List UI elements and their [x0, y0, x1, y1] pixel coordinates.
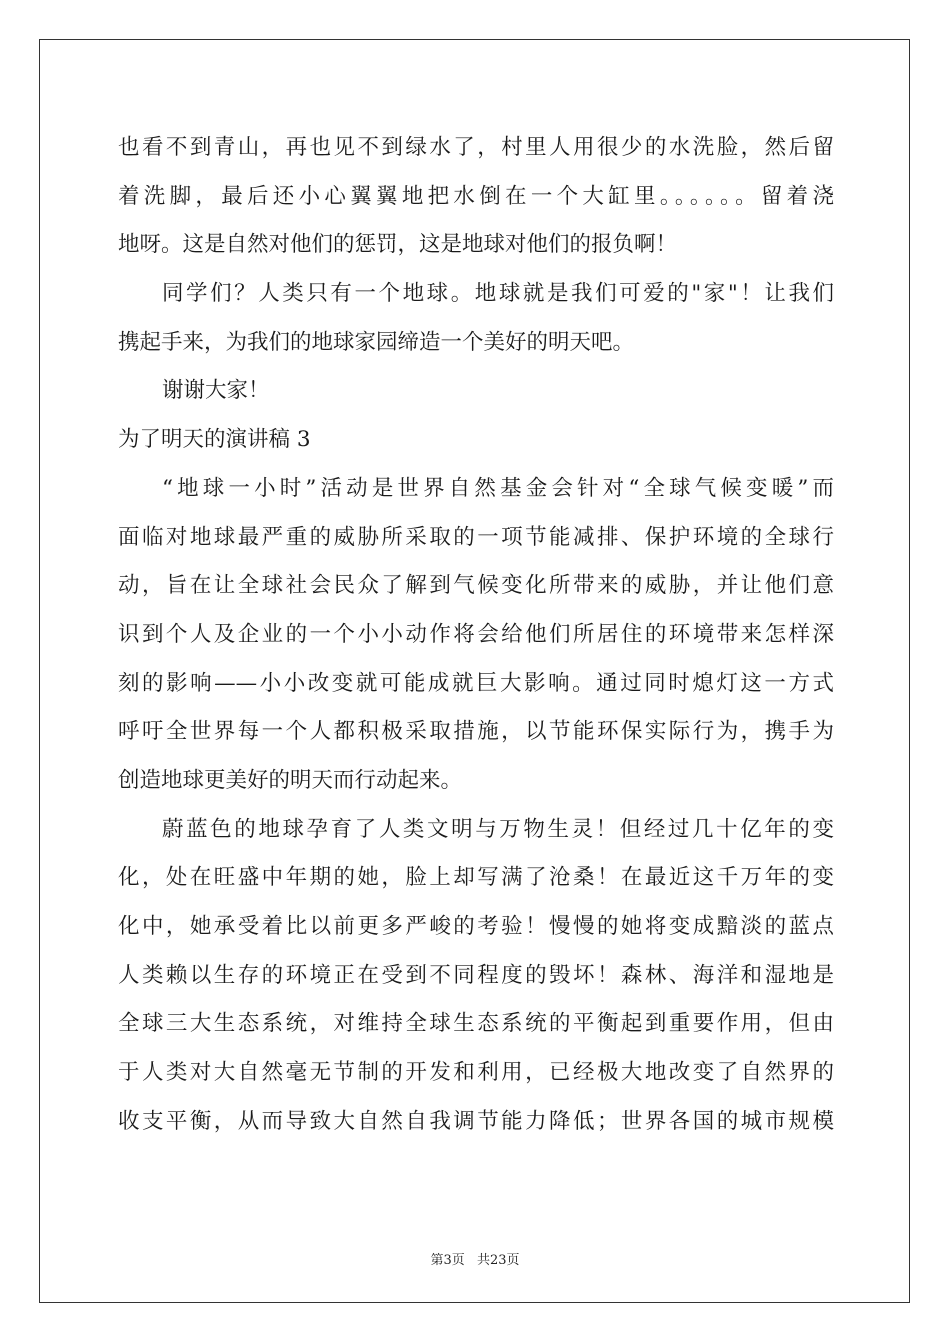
text-line: 刻的影响——小小改变就可能成就巨大影响。通过同时熄灯这一方式	[118, 670, 834, 696]
text-line: 同学们？人类只有一个地球。地球就是我们可爱的"家"！让我们	[162, 281, 834, 307]
text-line: 化中，她承受着比以前更多严峻的考验！慢慢的她将变成黯淡的蓝点	[118, 914, 834, 939]
text-line: 化，处在旺盛中年期的她，脸上却写满了沧桑！在最近这千万年的变	[118, 865, 834, 891]
text-line: 着洗脚，最后还小心翼翼地把水倒在一个大缸里。。。。。。留着浇	[118, 183, 834, 209]
text-line: 也看不到青山，再也见不到绿水了，村里人用很少的水洗脸，然后留	[118, 135, 834, 160]
text-line: 蔚蓝色的地球孕育了人类文明与万物生灵！但经过几十亿年的变	[162, 816, 834, 842]
text-line: 面临对地球最严重的威胁所采取的一项节能减排、保护环境的全球行	[118, 524, 834, 550]
page-total: 共23页	[476, 1253, 520, 1268]
text-line: 全球三大生态系统，对维持全球生态系统的平衡起到重要作用，但由	[118, 1011, 834, 1037]
text-line: 识到个人及企业的一个小小动作将会给他们所居住的环境带来怎样深	[118, 621, 834, 647]
text-line: 谢谢大家！	[162, 378, 270, 404]
text-line: 于人类对大自然毫无节制的开发和利用，已经极大地改变了自然界的	[118, 1060, 834, 1086]
text-line: 人类赖以生存的环境正在受到不同程度的毁坏！森林、海洋和湿地是	[118, 962, 834, 988]
text-line: 携起手来，为我们的地球家园缔造一个美好的明天吧。	[118, 329, 635, 355]
text-line: 呼吁全世界每一个人都积极采取措施，以节能环保实际行为，携手为	[118, 719, 834, 745]
page-number: 第3页	[430, 1253, 465, 1268]
text-line: 动，旨在让全球社会民众了解到气候变化所带来的威胁，并让他们意	[118, 573, 834, 599]
section-heading: 为了明天的演讲稿 3	[118, 427, 311, 453]
text-line: “地球一小时”活动是世界自然基金会针对“全球气候变暖”而	[162, 475, 834, 501]
text-line: 创造地球更美好的明天而行动起来。	[118, 767, 463, 793]
text-line: 收支平衡，从而导致大自然自我调节能力降低；世界各国的城市规模	[118, 1108, 834, 1134]
document-body	[118, 124, 834, 1146]
text-line: 地呀。这是自然对他们的惩罚，这是地球对他们的报负啊！	[118, 232, 678, 258]
page-footer	[0, 1249, 950, 1268]
